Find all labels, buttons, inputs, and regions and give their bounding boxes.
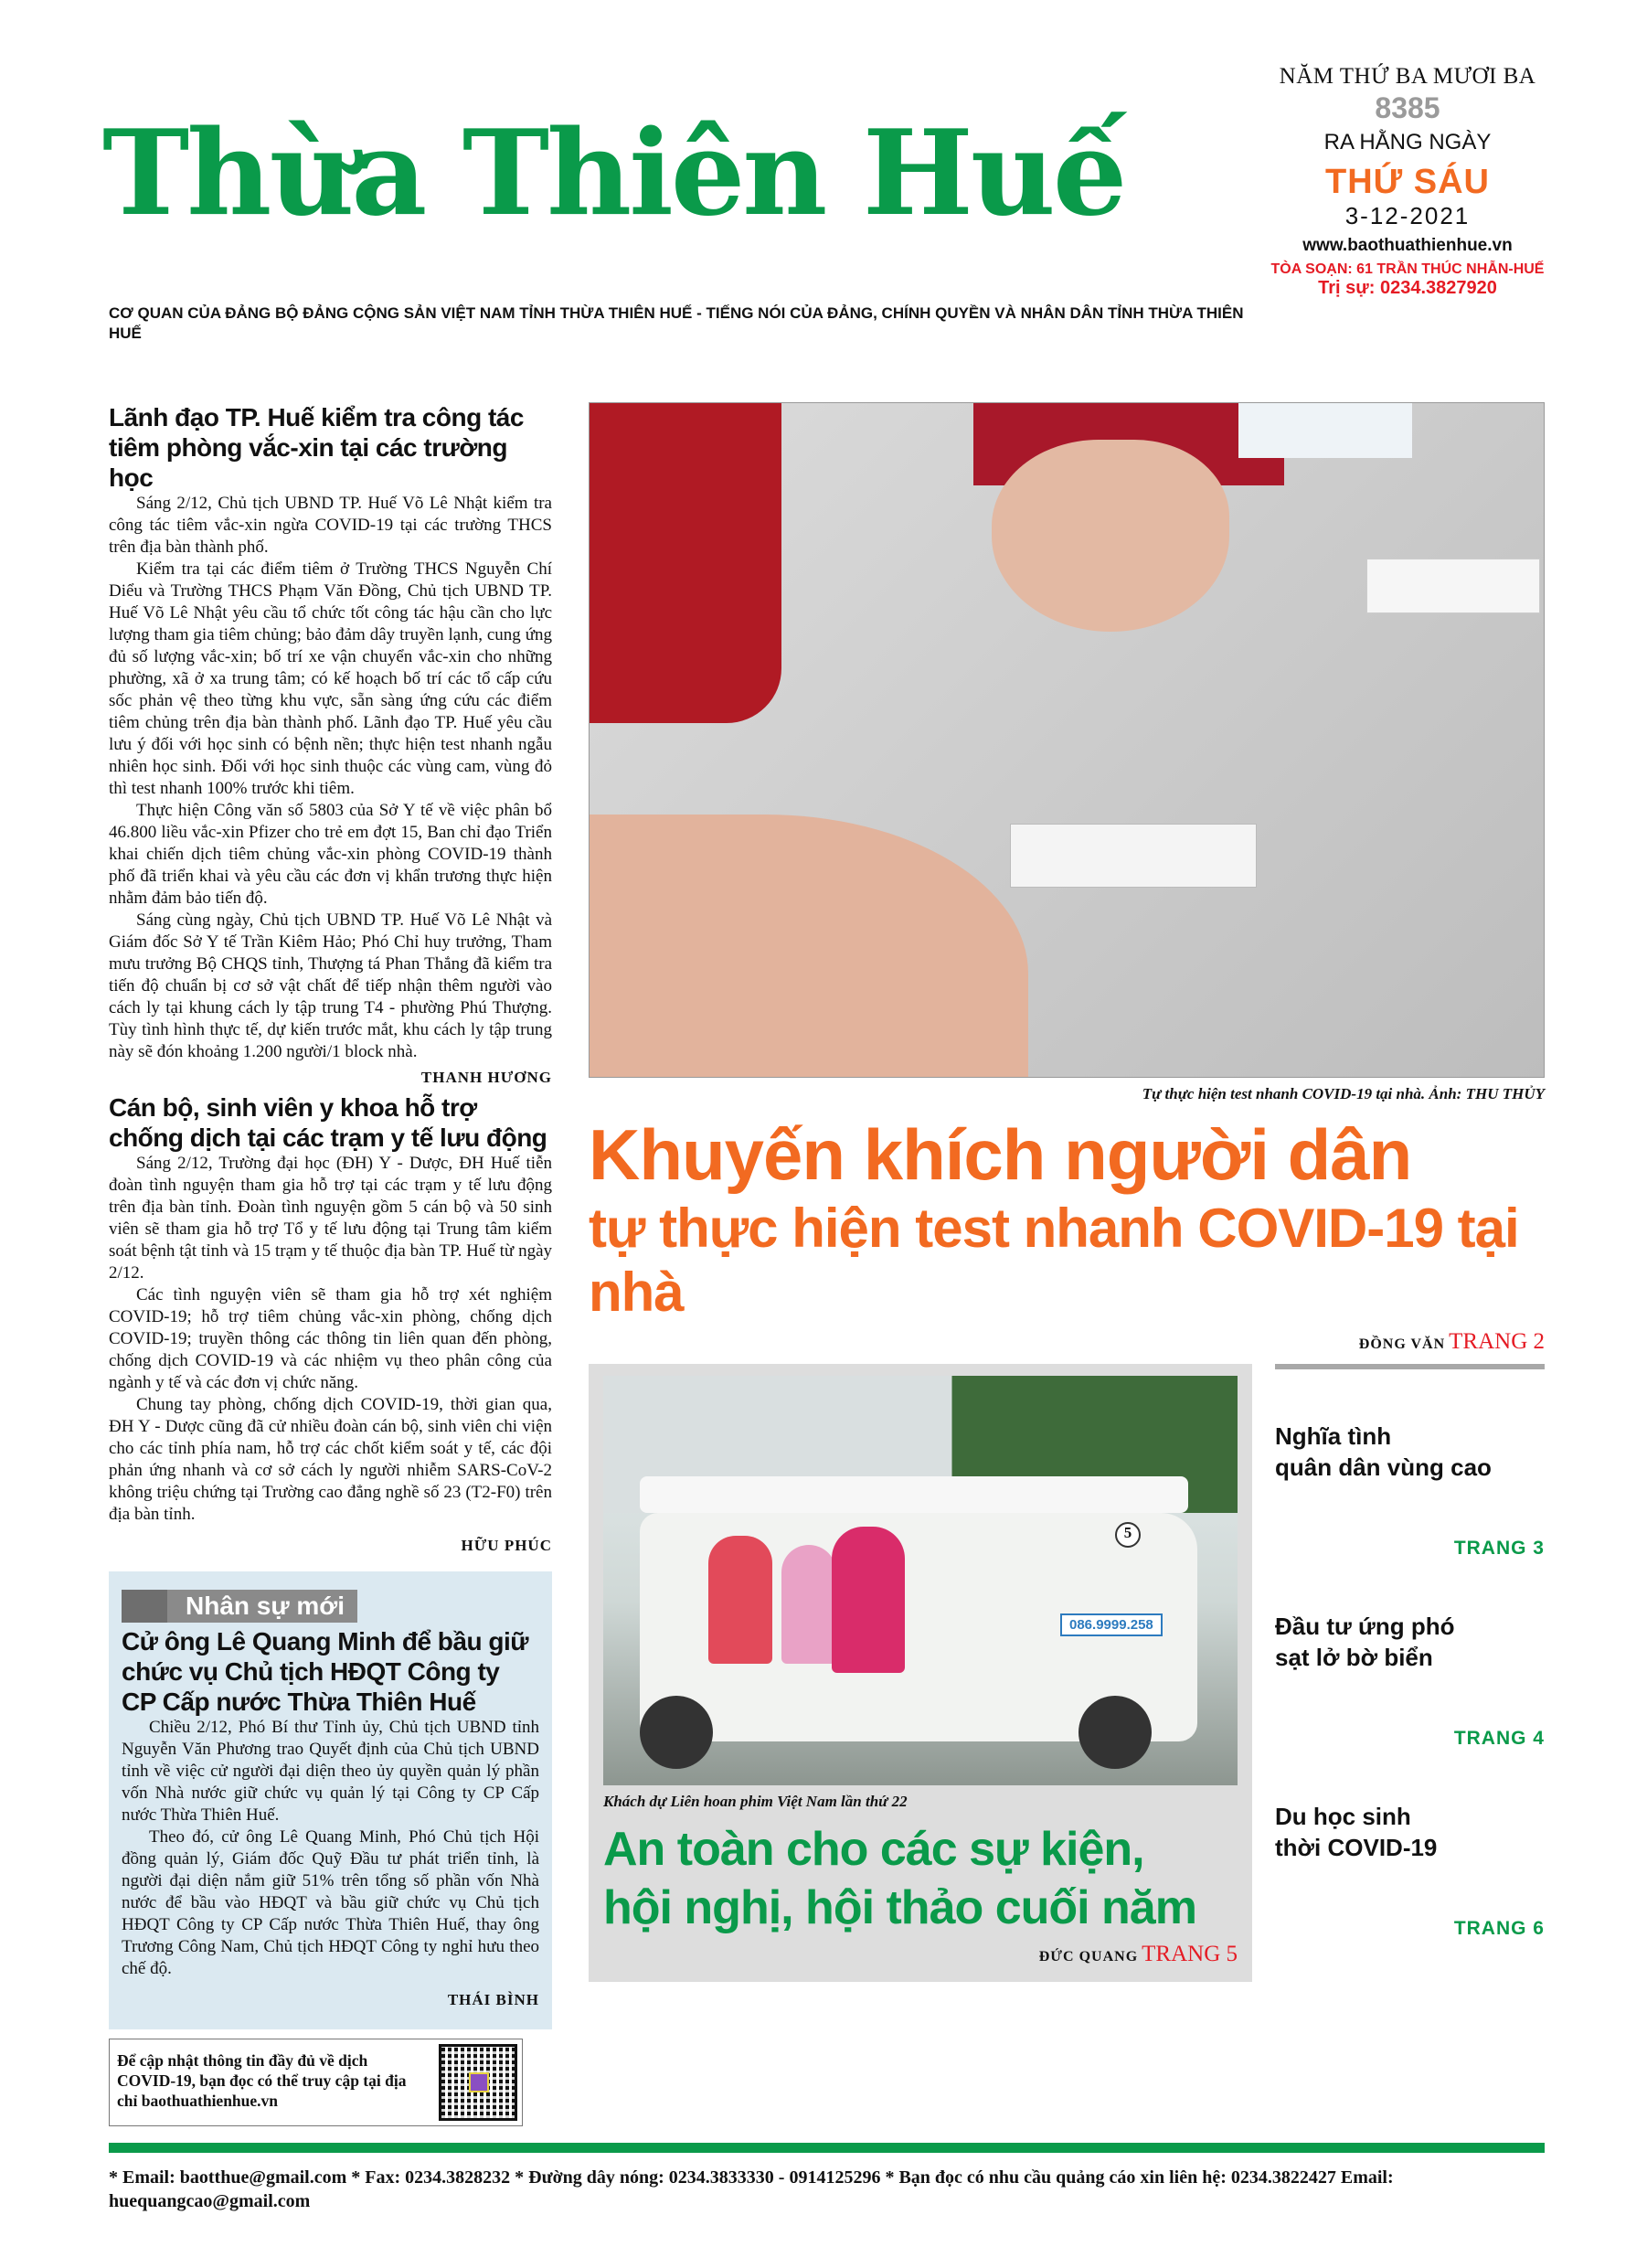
teaser-page-link[interactable]: TRANG 6 bbox=[1453, 1918, 1545, 1939]
vehicle-phone: 086.9999.258 bbox=[1060, 1613, 1163, 1636]
qr-code-icon[interactable] bbox=[441, 2047, 515, 2118]
article-title[interactable]: Cử ông Lê Quang Minh để bầu giữ chức vụ Chủ tịch HĐQT Công ty CP Cấp nước Thừa Thiên Huế bbox=[122, 1627, 529, 1716]
byline: THÁI BÌNH bbox=[447, 1991, 539, 2008]
paragraph: Sáng 2/12, Trường đại học (ĐH) Y - Dược, ĐH Huế tiễn đoàn tình nguyện tham gia hỗ trợ tại các trạm y tế lưu động trên địa bàn tỉnh. Đoàn tình nguyện gồm 5 cán bộ và 50 sinh viên sẽ tham gia hỗ trợ Tổ y tế lưu động tại Trung tâm kiểm soát bệnh tật tỉnh và 15 trạm y tế thuộc địa bàn TP. Huế từ ngày 2/12. bbox=[109, 1154, 552, 1283]
content-row bbox=[109, 402, 1545, 2126]
paragraph: Theo đó, cử ông Lê Quang Minh, Phó Chủ tịch Hội đồng quản lý, Giám đốc Quỹ Đầu tư phát triển tỉnh, là người đại diện nắm giữ 51% trên tổng số phần vốn Nhà nước để bầu vào HĐQT và bầu giữ chức vụ Chủ tịch HĐQT Công ty CP Cấp nước Thừa Thiên Huế, thay ông Trương Công Nam, Chủ tịch HĐQT Công ty nghỉ hưu theo chế độ. bbox=[122, 1827, 539, 1978]
qr-notice-box bbox=[109, 2039, 523, 2126]
article-title[interactable]: Lãnh đạo TP. Huế kiểm tra công tác tiêm phòng vắc-xin tại các trường học bbox=[109, 403, 524, 492]
lead-author: ĐỒNG VĂN bbox=[1358, 1336, 1446, 1352]
teaser-line: Du học sinh bbox=[1275, 1803, 1411, 1830]
lead-credit bbox=[589, 1328, 1545, 1358]
paragraph: Sáng cùng ngày, Chủ tịch UBND TP. Huế Võ Lê Nhật và Giám đốc Sở Y tế Trần Kiêm Hảo; Phó Chỉ huy trưởng, Tham mưu trưởng Bộ CHQS tỉnh, Thượng tá Phan Thắng đã kiểm tra tiến độ chuẩn bị cơ sở vật chất để tiếp nhận thêm người vào cách ly tại khung cách ly tập trung T4 - phường Phú Thượng. Tùy tình hình thực tế, dự kiến trước mắt, khu cách ly tập trung này sẽ đón khoảng 1.200 người/1 block nhà. bbox=[109, 910, 552, 1061]
teaser-line: thời COVID-19 bbox=[1275, 1834, 1438, 1861]
article-vaccination-inspection bbox=[109, 402, 552, 1089]
vehicle-roof bbox=[640, 1476, 1188, 1513]
article-medical-students bbox=[109, 1092, 552, 1557]
test-cassette bbox=[1010, 824, 1257, 888]
feature-box bbox=[589, 1364, 1252, 1982]
masthead-title: Thừa Thiên Huế bbox=[102, 105, 1125, 242]
byline: HỮU PHÚC bbox=[461, 1537, 552, 1554]
person-figure bbox=[832, 1527, 905, 1673]
issue-frequency: RA HẰNG NGÀY bbox=[1323, 130, 1492, 154]
sleeve-shape bbox=[590, 403, 781, 723]
feature-credit bbox=[603, 1941, 1238, 1971]
issue-number: 8385 bbox=[1375, 91, 1440, 124]
office-phone: Trị sự: 0234.3827920 bbox=[1318, 278, 1497, 298]
article-body bbox=[109, 1153, 552, 1526]
person-figure bbox=[781, 1545, 836, 1664]
article-body bbox=[122, 1717, 539, 1980]
article-title[interactable]: Cán bộ, sinh viên y khoa hỗ trợ chống dịch tại các trạm y tế lưu động bbox=[109, 1093, 547, 1152]
teaser-title[interactable] bbox=[1275, 1801, 1545, 1863]
teaser-line: Đầu tư ứng phó bbox=[1275, 1613, 1455, 1640]
section-label: Nhân sự mới bbox=[122, 1590, 357, 1623]
teaser-page-link[interactable]: TRANG 3 bbox=[1453, 1538, 1545, 1559]
personnel-box bbox=[109, 1571, 552, 2029]
main-area bbox=[589, 402, 1545, 1982]
teaser-line: quân dân vùng cao bbox=[1275, 1453, 1492, 1481]
lead-headline-line2[interactable]: tự thực hiện test nhanh COVID-19 tại nhà bbox=[589, 1198, 1519, 1323]
hand-shape bbox=[590, 815, 1028, 1078]
footer-rule bbox=[109, 2143, 1545, 2153]
paragraph: Chung tay phòng, chống dịch COVID-19, thời gian qua, ĐH Y - Dược cũng đã cử nhiều đoàn cán bộ, sinh viên chi viện cho các tỉnh phía nam, hỗ trợ các chốt kiểm soát y tế, các đội phản ứng nhanh và cơ sở cách ly người nhiễm SARS-CoV-2 không triệu chứng tại Trường cao đẳng nghề số 23 (T2-F0) trên địa bàn tỉnh. bbox=[109, 1395, 552, 1524]
page-content bbox=[109, 402, 1545, 2231]
feature-page-link[interactable]: TRANG 5 bbox=[1142, 1942, 1238, 1966]
hand-shape bbox=[992, 440, 1229, 632]
paragraph: Kiểm tra tại các điểm tiêm ở Trường THCS Nguyễn Chí Diểu và Trường THCS Phạm Văn Đồng, Chủ tịch UBND TP. Huế Võ Lê Nhật yêu cầu tổ chức tốt công tác hậu cần cho lực lượng tham gia tiêm chủng; bảo đảm dây truyền lạnh, cung ứng đủ số lượng vắc-xin; bố trí xe vận chuyển vắc-xin cho những phường, xã ở xa trung tâm; có kế hoạch bố trí các tổ cấp cứu sốc phản vệ theo từng khu vực, sẵn sàng ứng cứu các điểm tiêm chủng trên địa bàn thành phố. Lãnh đạo TP. Huế yêu cầu lưu ý đối với học sinh có bệnh nền; thực hiện test nhanh ngẫu nhiên học sinh. Đối với học sinh thuộc các vùng cam, vùng đỏ thì test nhanh 100% trước khi tiêm. bbox=[109, 559, 552, 798]
lead-photo-caption: Tự thực hiện test nhanh COVID-19 tại nhà. Ảnh: THU THỦY bbox=[1142, 1085, 1545, 1102]
teasers-column bbox=[1275, 1364, 1545, 1982]
paragraph: Sáng 2/12, Chủ tịch UBND TP. Huế Võ Lê Nhật kiểm tra công tác tiêm vắc-xin ngừa COVID-19 tại các trường THCS trên địa bàn thành phố. bbox=[109, 494, 552, 557]
lower-row bbox=[589, 1364, 1545, 1982]
divider bbox=[1275, 1364, 1545, 1369]
footer-contact: * Email: baotthue@gmail.com * Fax: 0234.3828232 * Đường dây nóng: 0234.3833330 - 0914125296 * Bạn đọc có nhu cầu quảng cáo xin liên hệ: 0234.3822427 Email: huequangcao@gmail.com bbox=[109, 2167, 1394, 2211]
feature-headline-line2[interactable]: hội nghị, hội thảo cuối năm bbox=[603, 1881, 1196, 1934]
teaser-line: Nghĩa tình bbox=[1275, 1422, 1392, 1450]
test-kit-packet bbox=[1238, 403, 1412, 458]
paragraph: Chiều 2/12, Phó Bí thư Tỉnh ủy, Chủ tịch UBND tỉnh Nguyễn Văn Phương trao Quyết định của Chủ tịch UBND tỉnh về việc cử người đại diện theo ủy quyền quản lý phần vốn Nhà nước giữ chức vụ quản lý tại Công ty CP Cấp nước Thừa Thiên Huế. bbox=[122, 1718, 539, 1825]
teaser-line: sạt lở bờ biển bbox=[1275, 1644, 1433, 1671]
issue-year: NĂM THỨ BA MƯƠI BA bbox=[1279, 64, 1536, 89]
lead-headline-line1[interactable]: Khuyến khích người dân bbox=[589, 1114, 1412, 1195]
teaser-title[interactable] bbox=[1275, 1421, 1545, 1483]
teaser-page-link[interactable]: TRANG 4 bbox=[1453, 1728, 1545, 1749]
issue-date: 3-12-2021 bbox=[1344, 202, 1471, 229]
person-figure bbox=[708, 1536, 772, 1664]
wheel bbox=[640, 1696, 713, 1769]
test-cassette bbox=[1366, 559, 1540, 613]
masthead-subtitle: CƠ QUAN CỦA ĐẢNG BỘ ĐẢNG CỘNG SẢN VIỆT NAM TỈNH THỪA THIÊN HUẾ - TIẾNG NÓI CỦA ĐẢNG, CHÍNH QUYỀN VÀ NHÂN DÂN TỈNH THỪA THIÊN HUẾ bbox=[109, 304, 1244, 342]
office-address: TÒA SOẠN: 61 TRẦN THÚC NHẪN-HUẾ bbox=[1270, 261, 1545, 277]
wheel bbox=[1079, 1696, 1152, 1769]
lead-photo bbox=[589, 402, 1545, 1078]
paragraph: Thực hiện Công văn số 5803 của Sở Y tế về việc phân bổ 46.800 liều vắc-xin Pfizer cho trẻ em đợt 15, Ban chỉ đạo Triển khai chiến dịch tiêm chủng vắc-xin phòng COVID-19 thành phố đã triển khai và yêu cầu các đơn vị khẩn trương thực hiện nhằm đảm bảo tiến độ. bbox=[109, 801, 552, 908]
website-link[interactable]: www.baothuathienhue.vn bbox=[1302, 236, 1513, 255]
feature-headline-line1[interactable]: An toàn cho các sự kiện, bbox=[603, 1823, 1144, 1876]
feature-photo bbox=[603, 1376, 1238, 1785]
teaser-title[interactable] bbox=[1275, 1611, 1545, 1673]
byline: THANH HƯƠNG bbox=[420, 1069, 552, 1086]
lead-page-link[interactable]: TRANG 2 bbox=[1449, 1329, 1545, 1354]
qr-notice-text: Để cập nhật thông tin đầy đủ về dịch COVID-19, bạn đọc có thể truy cập tại địa chỉ baothuathienhue.vn bbox=[117, 2051, 407, 2110]
feature-photo-caption: Khách dự Liên hoan phim Việt Nam lần thứ 22 bbox=[603, 1793, 908, 1810]
article-body bbox=[109, 493, 552, 1063]
paragraph: Các tình nguyện viên sẽ tham gia hỗ trợ xét nghiệm COVID-19; hỗ trợ tiêm chủng vắc-xin phòng, chống dịch COVID-19; truyền thông các thông tin liên quan đến phòng, chống dịch COVID-19 và các nhiệm vụ theo phân công của ngành y tế và các đơn vị chức năng. bbox=[109, 1285, 552, 1392]
issue-info bbox=[1261, 64, 1554, 299]
left-column bbox=[109, 402, 552, 2126]
feature-author: ĐỨC QUANG bbox=[1038, 1949, 1139, 1965]
vehicle-number: 5 bbox=[1115, 1522, 1141, 1548]
issue-weekday: THỨ SÁU bbox=[1325, 163, 1490, 201]
